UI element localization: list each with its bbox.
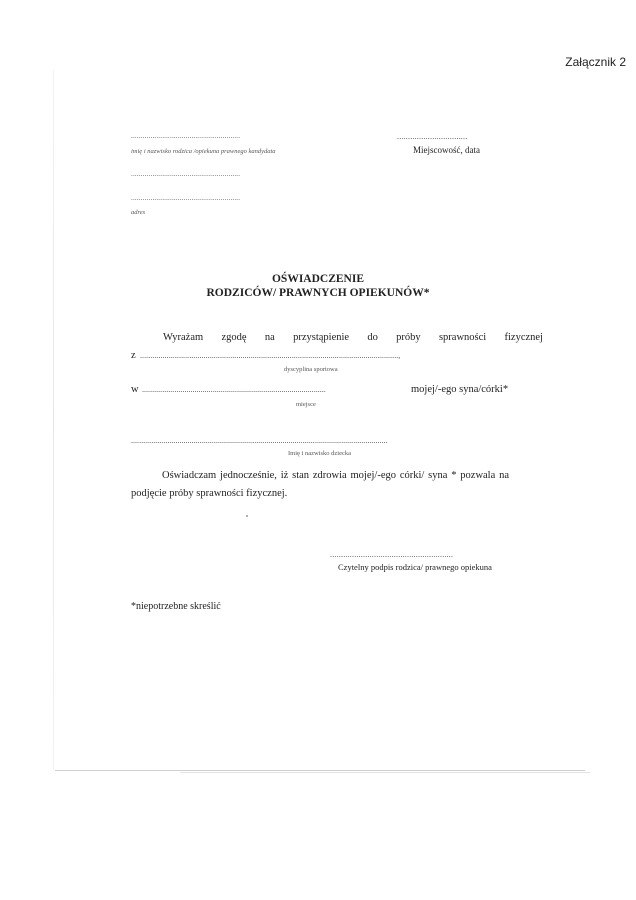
signature-caption: Czytelny podpis rodzica/ prawnego opiekuna xyxy=(338,562,492,572)
consent-word: zgodę xyxy=(221,332,247,343)
place-date-caption: Miejscowość, data xyxy=(413,145,480,155)
parent-name-caption: imię i nazwisko rodzica /opiekuna prawnego kandydata xyxy=(131,148,276,155)
consent-word: fizycznej xyxy=(504,332,543,343)
address-caption: adres xyxy=(131,209,146,216)
scan-speck xyxy=(246,515,248,517)
signature-dots: ........................................................ xyxy=(330,550,454,559)
parent-name-dots: ........................................................ xyxy=(131,132,241,140)
child-name-dots: ............................................................................................................................... xyxy=(131,436,388,445)
consent-word: na xyxy=(264,332,275,343)
discipline-caption: dyscyplina sportowa xyxy=(284,366,338,373)
child-relation-text: mojej/-ego syna/córki* xyxy=(411,384,509,395)
consent-word: próby xyxy=(396,332,421,343)
attachment-label: Załącznik 2 xyxy=(565,55,626,69)
health-declaration-line2: podjęcie próby sprawności fizycznej. xyxy=(131,488,288,499)
consent-word: Wyrażam xyxy=(163,332,204,343)
discipline-dots: .............................................................................................................................., xyxy=(140,351,401,360)
place-caption: miejsce xyxy=(296,401,316,408)
consent-line xyxy=(163,332,543,343)
scan-edge-shadow xyxy=(53,70,54,770)
footnote: *niepotrzebne skreślić xyxy=(131,601,221,612)
consent-word: przystąpienie xyxy=(293,332,350,343)
health-declaration-line1: Oświadczam jednocześnie, iż stan zdrowia mojej/-ego córki/ syna * pozwala na xyxy=(162,470,510,481)
scan-bottom-edge xyxy=(55,770,585,771)
address-dots-1: ........................................................ xyxy=(131,170,241,178)
child-name-caption: Imię i nazwisko dziecka xyxy=(288,450,351,457)
document-subtitle: RODZICÓW/ PRAWNYCH OPIEKUNÓW* xyxy=(206,287,430,299)
scan-bottom-edge-shadow xyxy=(180,772,590,773)
consent-word: do xyxy=(367,332,378,343)
discipline-prefix: z xyxy=(131,350,136,361)
place-dots: ........................................................................................... xyxy=(142,385,326,394)
document-title: OŚWIADCZENIE xyxy=(271,273,365,285)
consent-word: sprawności xyxy=(438,332,487,343)
address-dots-2: ........................................................ xyxy=(131,194,241,202)
place-date-dots: ................................ xyxy=(397,132,468,141)
place-prefix: w xyxy=(131,384,139,395)
